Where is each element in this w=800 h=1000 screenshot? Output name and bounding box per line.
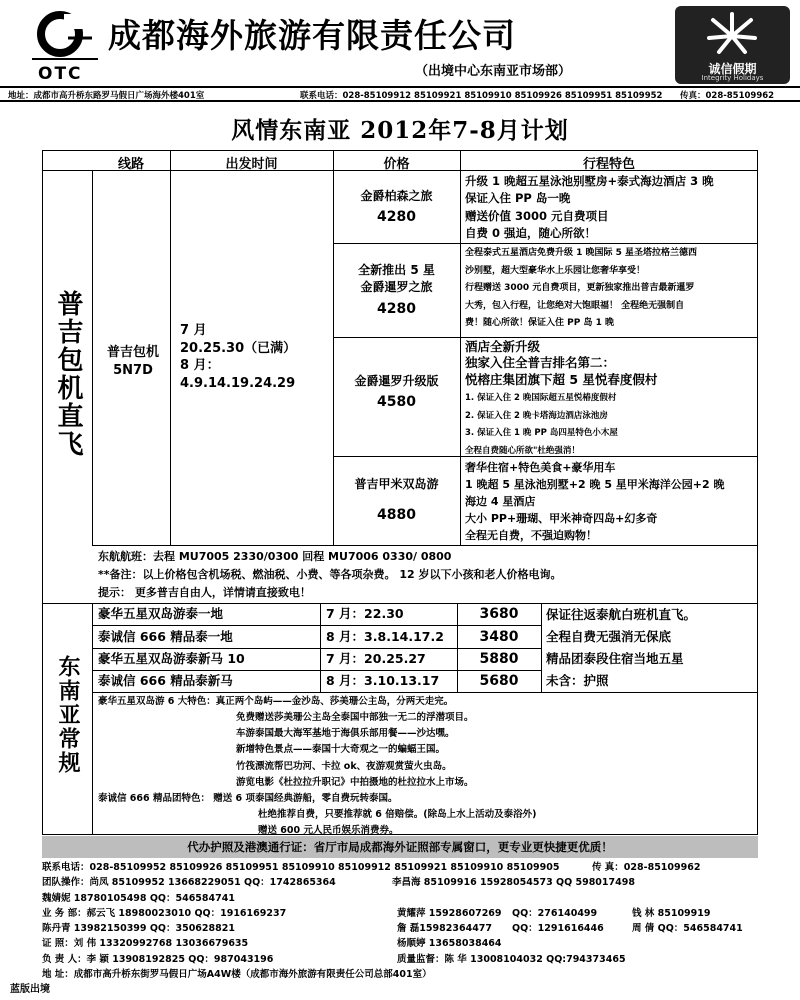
- product-name: 金爵柏森之旅: [360, 189, 433, 203]
- sea-side-divider: [92, 603, 93, 835]
- phuket-date-line: 7 月: [180, 323, 207, 338]
- header-features: 行程特色: [582, 157, 635, 172]
- route-col-divider: [170, 150, 171, 545]
- product-name-2: 金爵暹罗之旅: [360, 280, 433, 295]
- contact-line: [42, 875, 758, 890]
- product-price: 4880: [377, 507, 416, 524]
- product-price: 4280: [377, 300, 416, 317]
- product-name: 金爵暹罗升级版: [354, 374, 439, 388]
- sea-row-name: 豪华五星双岛游泰新马 10: [98, 651, 245, 666]
- contact-text: 联系电话：028-85109952 85109926 85109951 85109910 85109912 85109921 85109910 85109905: [42, 862, 560, 873]
- row-divider-1: [333, 243, 758, 244]
- phuket-dates: [180, 322, 330, 392]
- price-remark: **备注：以上价格包含机场税、燃油税、小费、等各项杂费。 12 岁以下小孩和老人价格电询。: [98, 568, 562, 581]
- product-name: 普吉甲米双岛游: [354, 477, 439, 491]
- contact-text: 周 倩 QQ：546584741: [632, 923, 743, 935]
- feature-line: 保证入住 PP 岛一晚: [465, 191, 571, 206]
- sea-row-divider-4: [92, 692, 758, 693]
- brand-logo-text: 诚信假期: [708, 62, 757, 76]
- product-1-features: [465, 173, 714, 242]
- contact-text: 黄耀萍 15928607269: [397, 907, 502, 919]
- sea-highlights: [98, 694, 536, 839]
- feature-line: 3. 保证入住 1 晚 PP 岛四星特色小木屋: [465, 428, 618, 439]
- contact-text: 证 照：刘 伟 13320992768 13036679635: [42, 938, 249, 950]
- sea-row-price: 5680: [479, 673, 519, 689]
- sea-row-price: 5880: [479, 651, 519, 667]
- product-2-price-cell: [333, 262, 460, 319]
- contact-text: 杨顺婷 13658038464: [397, 938, 502, 950]
- highlight-line: 新增特色景点——泰国十大奇观之一的蝙蝠王国。: [236, 744, 446, 756]
- sea-note: 精品团泰段住宿当地五星: [546, 651, 684, 666]
- product-4-features: [465, 459, 725, 544]
- phuket-route-name: 普吉包机: [106, 345, 159, 360]
- sea-row-price: 3680: [479, 606, 519, 622]
- palm-flower-icon: [675, 6, 790, 60]
- highlight-line: 车游泰国最大海军基地于海俱乐部用餐——沙达嘿。: [236, 728, 455, 740]
- sea-name-col-divider: [320, 603, 321, 692]
- contact-line: [42, 891, 758, 906]
- highlight-line: 杜绝推荐自费，只要推荐就 6 倍赔偿。(除岛上水上活动及泰浴外): [258, 808, 537, 820]
- contact-text: QQ：1291616446: [512, 923, 604, 935]
- contact-line: [42, 906, 758, 921]
- phuket-side-label: 普吉包机直飞: [53, 290, 83, 458]
- department-subtitle: （出境中心东南亚市场部）: [415, 64, 572, 79]
- sea-row-dates: 8 月：3.10.13.17: [326, 673, 440, 688]
- contact-text: 地 址：成都市高升桥东街罗马假日广场A4W楼（成都市海外旅游有限责任公司总部401室）: [42, 969, 432, 981]
- highlight-line: 豪华五星双岛游 6 大特色：真正两个岛屿——金沙岛、莎美珊公主岛，分两天走完。: [98, 696, 454, 707]
- phones-text: 联系电话：028-85109912 85109921 85109910 85109926 85109951 85109952: [300, 91, 663, 101]
- plan-title: 风情东南亚 2012年7-8月计划: [231, 117, 569, 144]
- phuket-bottom-divider: [92, 545, 758, 546]
- feature-line: 行程赠送 3000 元自费项目，更新独家推出普吉最新暹罗: [465, 283, 695, 294]
- phuket-route-days: 5N7D: [113, 362, 153, 378]
- sea-note: 全程自费无强消无保底: [546, 629, 672, 644]
- feature-line: 1 晚超 5 星泳池别墅+2 晚 5 星甲米海洋公园+2 晚: [465, 478, 725, 492]
- feature-line: 奢华住宿+特色美食+豪华用车: [465, 461, 616, 474]
- feature-line: 酒店全新升级: [465, 339, 541, 354]
- product-1-price-cell: [333, 188, 460, 228]
- highlight-line: 游览电影《杜拉拉升职记》中拍摄地的杜拉拉水上市场。: [236, 776, 474, 788]
- visa-service-bar: 代办护照及港澳通行证：省厅市局成都海外证照部专属窗口，更专业更快捷更优质！: [42, 836, 758, 858]
- contact-line: [42, 860, 758, 875]
- feature-line: 1. 保证入住 2 晚国际超五星悦椿度假村: [465, 392, 617, 403]
- otc-logo: [30, 8, 105, 83]
- price-col-divider: [460, 150, 461, 545]
- feature-line: 独家入住全普吉排名第二：: [465, 355, 616, 371]
- sea-row-name: 泰诚信 666 精品泰一地: [98, 629, 233, 644]
- contact-text: 团队操作：尚凤 85109952 13668229051 QQ：1742865364: [42, 877, 336, 889]
- contact-text: 质量监督：陈 华 13008104032 QQ:794373465: [397, 953, 626, 965]
- product-name: 全新推出 5 星: [358, 263, 435, 277]
- header-route: 线路: [117, 157, 144, 172]
- feature-line: 自费 0 强迫，随心所欲！: [465, 225, 597, 240]
- header-departure: 出发时间: [225, 157, 278, 172]
- contact-text: 魏婧妮 18780105498 QQ：546584741: [42, 892, 235, 904]
- contact-line: [42, 952, 758, 967]
- feature-line: 费！随心所欲！保证入住 PP 岛 1 晚: [465, 318, 614, 329]
- flight-info: 东航航班：去程 MU7005 2330/0300 回程 MU7006 0330/ 0800: [98, 550, 452, 563]
- fax-text: 传真：028-85109962: [680, 91, 775, 101]
- highlight-line: 赠送 600 元人民币娱乐消费券。: [258, 825, 399, 837]
- feature-line: 2. 保证入住 2 晚卡塔海边酒店泳池房: [465, 410, 608, 421]
- sea-notes: [546, 604, 696, 692]
- phuket-date-line: 8 月：: [180, 358, 220, 374]
- feature-line: 全程自费随心所欲"杜绝强消！: [465, 446, 580, 457]
- side-col-divider: [92, 170, 93, 545]
- header-price: 价格: [383, 157, 410, 172]
- feature-line: 悦榕庄集团旗下超 5 星悦春度假村: [465, 371, 658, 387]
- contact-text: 陈丹青 13982150399 QQ：350628821: [42, 923, 235, 935]
- highlight-line: 竹筏漂流帮巴功河、卡拉 ok、夜游观赏萤火虫岛。: [236, 760, 452, 772]
- sea-row-dates: 8 月：3.8.14.17.2: [326, 629, 444, 644]
- phuket-date-line: 20.25.30（已满）: [180, 340, 297, 356]
- company-name: 成都海外旅游有限责任公司: [108, 16, 516, 55]
- integrity-holidays-logo: [675, 6, 790, 84]
- contact-text: 钱 林 85109919: [632, 907, 711, 919]
- feature-line: 赠送价值 3000 元自费项目: [465, 208, 609, 223]
- contacts-block: [42, 860, 758, 982]
- product-price: 4280: [377, 209, 416, 226]
- sea-row-name: 泰诚信 666 精品泰新马: [98, 673, 233, 688]
- highlight-line: 泰诚信 666 精品团特色： 赠送 6 项泰国经典游船，零自费玩转泰国。: [98, 792, 398, 804]
- highlight-line: 免费赠送莎美珊公主岛全泰国中部独一无二的浮潜项目。: [236, 712, 474, 724]
- sea-row-divider-1: [92, 625, 541, 626]
- contact-line: [42, 936, 758, 951]
- contact-line: [42, 921, 758, 936]
- contact-text: 传 真：028-85109962: [592, 862, 701, 873]
- sea-note: 保证往返泰航白班机直飞。: [546, 607, 697, 622]
- address-text: 地址：成都市高升桥东路罗马假日广场海外楼401室: [8, 91, 205, 101]
- sea-row-dates: 7 月：20.25.27: [326, 651, 426, 666]
- sea-side-label: 东南亚常规: [55, 655, 80, 775]
- phuket-route: [100, 344, 166, 379]
- contact-line: [42, 967, 758, 982]
- product-3-features: [465, 339, 657, 461]
- contact-text: 詹 磊15982364477: [397, 923, 493, 935]
- otc-logo-text: OTC: [38, 64, 83, 84]
- feature-line: 全程无自费，不强迫购物！: [465, 529, 597, 543]
- feature-line: 升级 1 晚超五星泳池别墅房+泰式海边酒店 3 晚: [465, 174, 714, 188]
- row-divider-2: [333, 337, 758, 338]
- sea-row-price: 3480: [479, 629, 519, 645]
- feature-line: 沙别墅，超大型豪华水上乐园让您奢华享受！: [465, 265, 646, 276]
- contact-text: 业 务 部：郝云飞 18980023010 QQ：1916169237: [42, 907, 287, 919]
- sea-price-col-divider: [541, 603, 542, 692]
- contact-text: 李昌海 85109916 15928054573 QQ 598017498: [392, 877, 635, 889]
- address-bar: [0, 86, 800, 102]
- brand-logo-subtext: Integrity Holidays: [701, 74, 764, 82]
- product-price: 4580: [377, 394, 416, 411]
- contact-text: QQ：276140499: [512, 907, 598, 919]
- feature-line: 海边 4 星酒店: [465, 495, 536, 509]
- sea-row-name: 豪华五星双岛游泰一地: [98, 606, 224, 621]
- product-3-price-cell: [333, 373, 460, 413]
- sea-note: 未含：护照: [546, 673, 609, 688]
- contact-text: 负 责 人：李 颖 13908192825 QQ：987043196: [42, 953, 274, 965]
- phuket-date-line: 4.9.14.19.24.29: [180, 375, 296, 391]
- feature-line: 大小 PP+珊瑚、甲米神奇四岛+幻多奇: [465, 512, 658, 526]
- feature-line: 大秀，包入行程，让您绝对大饱眼福！ 全程绝无强制自: [465, 300, 685, 311]
- tip-text: 提示： 更多普吉自由人，详情请直接致电！: [98, 586, 311, 599]
- product-2-features: [465, 245, 697, 333]
- flight-info-block: [98, 548, 561, 602]
- footer-label: 蓝版出境: [10, 984, 50, 995]
- feature-line: 全程泰式五星酒店免费升级 1 晚国际 5 星圣塔拉格兰德西: [465, 248, 698, 258]
- product-4-price-cell: [333, 476, 460, 526]
- sea-row-dates: 7 月：22.30: [326, 606, 404, 621]
